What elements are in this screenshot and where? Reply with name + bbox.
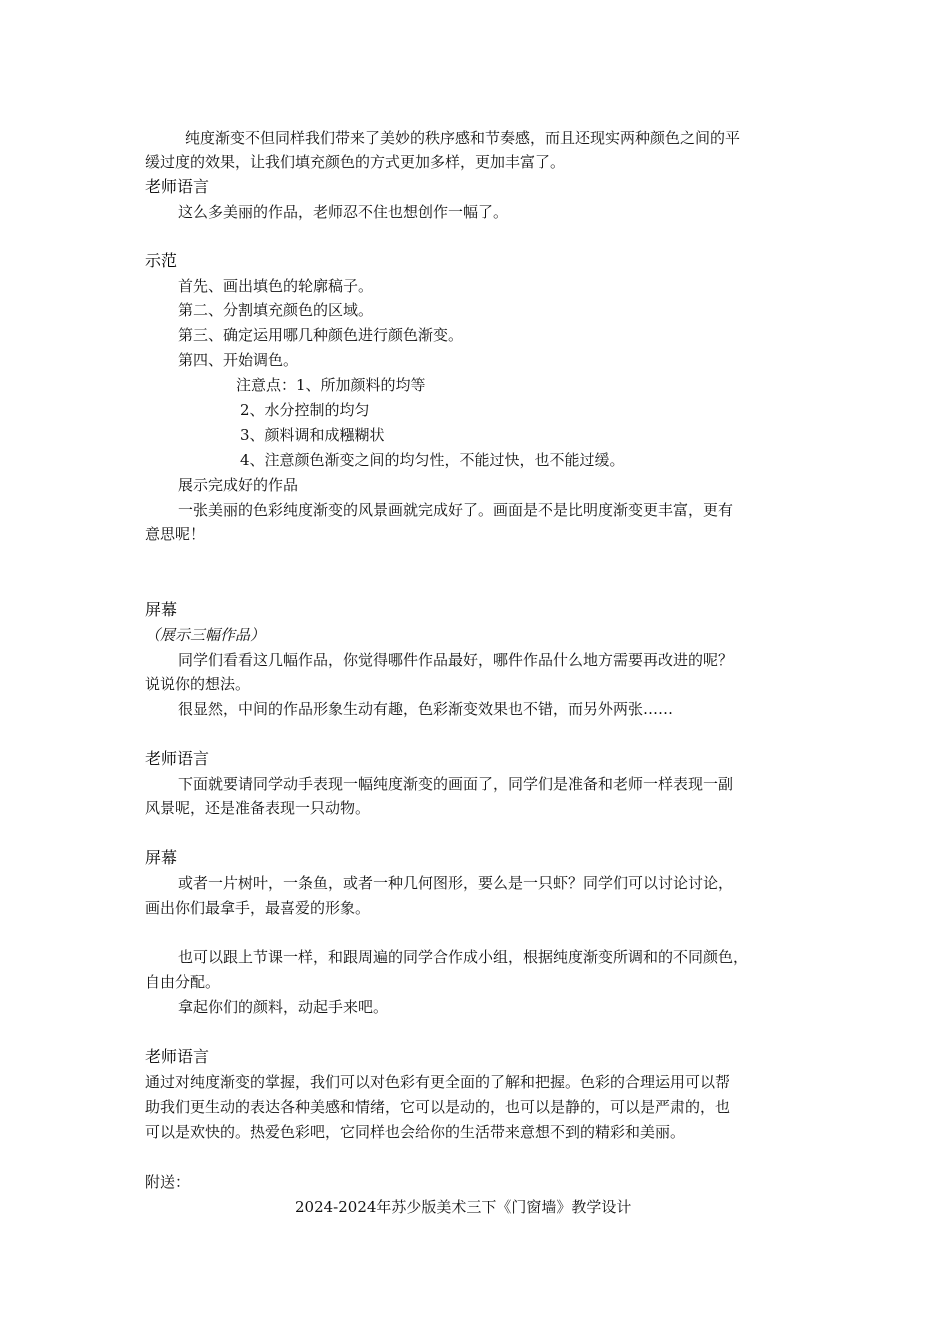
final-line-2: 助我们更生动的表达各种美感和情绪，它可以是动的，也可以是静的，可以是严肃的，也 [145,1098,731,1116]
heading-demo: 示范 [145,251,178,270]
finish-line-1: 一张美丽的色彩纯度渐变的风景画就完成好了。画面是不是比明度渐变更丰富，更有 [178,501,734,519]
screen2-line-1: 或者一片树叶，一条鱼，或者一种几何图形，要么是一只虾？同学们可以讨论讨论， [178,874,734,892]
appendix-label: 附送： [145,1173,191,1191]
heading-teacher-language-2: 老师语言 [145,749,210,768]
heading-teacher-language-3: 老师语言 [145,1047,210,1066]
teacher2-line-2: 风景呢，还是准备表现一只动物。 [145,799,371,817]
group-line-2: 自由分配。 [145,973,221,991]
demo-step-3: 第三、确定运用哪几种颜色进行颜色渐变。 [178,326,464,344]
heading-screen-2: 屏幕 [145,848,178,867]
heading-teacher-language-1: 老师语言 [145,177,210,196]
note-2: 2、水分控制的均匀 [240,401,370,419]
final-line-3: 可以是欢快的。热爱色彩吧，它同样也会给你的生活带来意想不到的精彩和美丽。 [145,1123,686,1141]
demo-step-4: 第四、开始调色。 [178,351,299,369]
demo-step-2: 第二、分割填充颜色的区域。 [178,301,374,319]
teacher-text-1: 这么多美丽的作品，老师忍不住也想创作一幅了。 [178,203,509,221]
final-line-1: 通过对纯度渐变的掌握，我们可以对色彩有更全面的了解和把握。色彩的合理运用可以帮 [145,1073,731,1091]
intro-line-1: 纯度渐变不但同样我们带来了美妙的秩序感和节奏感，而且还现实两种颜色之间的平 [185,129,741,147]
intro-line-2: 缓过度的效果，让我们填充颜色的方式更加多样，更加丰富了。 [145,153,566,171]
note-4: 4、注意颜色渐变之间的均匀性，不能过快，也不能过缓。 [240,451,625,469]
teacher2-line-1: 下面就要请同学动手表现一幅纯度渐变的画面了，同学们是准备和老师一样表现一副 [178,775,734,793]
screen2-line-2: 画出你们最拿手，最喜爱的形象。 [145,899,371,917]
students-line-2: 说说你的想法。 [145,675,251,693]
show-finished-work: 展示完成好的作品 [178,476,299,494]
footer-title: 2024-2024年苏少版美术三下《门窗墙》教学设计 [295,1198,632,1216]
demo-step-1: 首先、画出填色的轮廓稿子。 [178,277,374,295]
note-1: 注意点：1、所加颜料的均等 [236,376,426,394]
group-line-1: 也可以跟上节课一样，和跟周遍的同学合作成小组，根据纯度渐变所调和的不同颜色， [178,948,749,966]
heading-screen-1: 屏幕 [145,600,178,619]
paint-text: 拿起你们的颜料，动起手来吧。 [178,998,389,1016]
screen-1-subtitle: （展示三幅作品） [145,626,266,644]
obvious-text: 很显然，中间的作品形象生动有趣，色彩渐变效果也不错，而另外两张…… [178,700,674,718]
finish-line-2: 意思呢！ [145,525,206,543]
students-line-1: 同学们看看这几幅作品，你觉得哪件作品最好，哪件作品什么地方需要再改进的呢？ [178,651,734,669]
note-3: 3、颜料调和成糨糊状 [240,426,385,444]
